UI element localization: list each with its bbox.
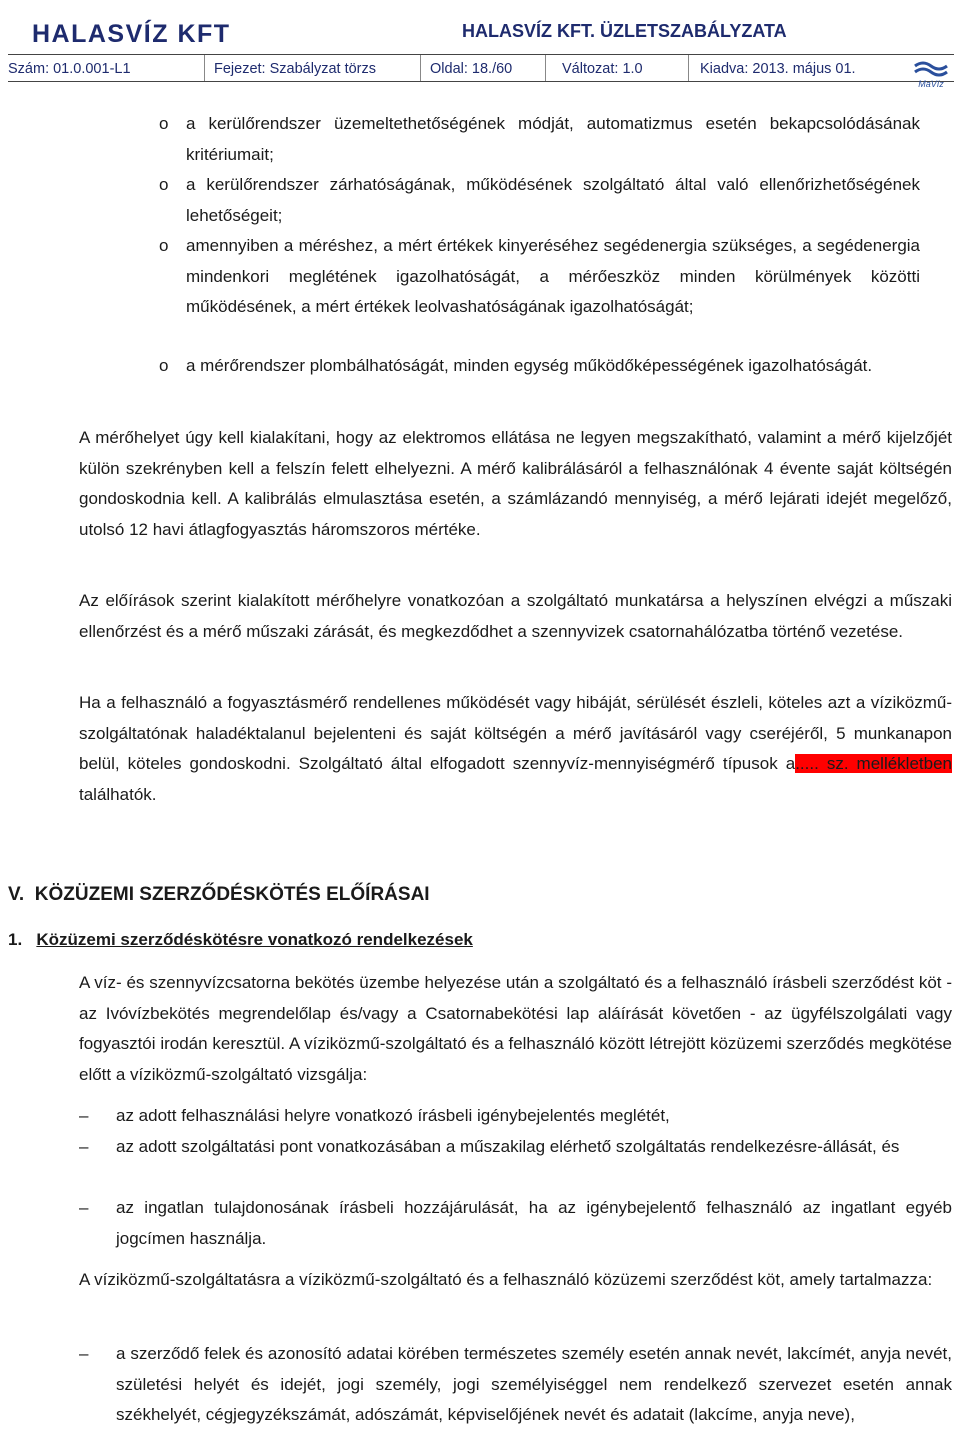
list-item: a kerülőrendszer üzemeltethetőségének módját, automatizmus esetén bekapcsolódásának kritériumait;: [186, 114, 920, 164]
chapter-label: Fejezet: Szabályzat törzs: [214, 61, 376, 77]
paragraph-text: találhatók.: [79, 784, 157, 804]
list-item: az adott felhasználási helyre vonatkozó írásbeli igénybejelentés meglétét,: [116, 1106, 670, 1125]
list-bullet: o: [159, 175, 169, 194]
section-heading: [8, 884, 430, 906]
list-dash: –: [79, 1198, 89, 1217]
list-item: amennyiben a méréshez, a mért értékek kinyeréséhez segédenergia szükséges, a segédenergia mindenkori meglétének igazolhatóságát, a mérőeszköz minden körülmények közötti működésének, a mért értékek leolvashatóságának igazolhatóságát;: [186, 236, 920, 316]
subsection-number: 1.: [8, 930, 23, 949]
company-name: HALASVÍZ KFT: [32, 20, 231, 48]
subsection-heading: [8, 930, 473, 950]
list-item: az ingatlan tulajdonosának írásbeli hozzájárulását, ha az igénybejelentő felhasználó az ingatlant egyéb jogcímen használja.: [116, 1198, 952, 1248]
paragraph: Az előírások szerint kialakított mérőhelyre vonatkozóan a szolgáltató munkatársa a helyszínen elvégzi a műszaki ellenőrzést és a mérő műszaki zárását, és megkezdődhet a szennyvizek csatornahálózatba történő vezetése.: [79, 591, 952, 641]
list-item: a szerződő felek és azonosító adatai körében természetes személy esetén annak nevét, lakcímét, anyja nevét, születési helyét és idejét, jogi személy, jogi személyiséggel nem rendelkező szervezet esetén annak székhelyét, cégjegyzékszámát, adószámát, képviselőjének nevét és adatait (lakcíme, anyja neve),: [116, 1344, 952, 1424]
divider: [420, 55, 421, 81]
paragraph-text: Ha a felhasználó a fogyasztásmérő rendellenes működését vagy hibáját, sérülését észleli, köteles azt a víziközmű-szolgáltatónak haladéktalanul bejelenteni és saját költségén a mérő javításáról vagy cseréjéről, 5 munkanapon belül, köteles gondoskodni. Szolgáltató által elfogadott szennyvíz-mennyiségmérő típusok a: [79, 693, 952, 773]
list-bullet: o: [159, 236, 169, 255]
paragraph: A víz- és szennyvízcsatorna bekötés üzembe helyezése után a szolgáltató és a felhasználó írásbeli szerződést köt - az Ivóvízbekötés megrendelőlap és/vagy a Csatornabekötési lap aláírását követően - az ügyfélszolgálati vagy fogyasztói irodán keresztül. A víziközmű-szolgáltató és a felhasználó között létrejött közüzemi szerződés megkötése előtt a víziközmű-szolgáltató vizsgálja:: [79, 973, 952, 1084]
highlighted-reference: ..... sz. mellékletben: [795, 754, 952, 773]
header-title-row: [8, 8, 954, 55]
version-label: Változat: 1.0: [562, 61, 643, 77]
list-item: az adott szolgáltatási pont vonatkozásában a műszakilag elérhető szolgáltatás rendelkezésre-állását, és: [116, 1137, 900, 1156]
logo-text: MaVíz: [918, 79, 944, 89]
list-dash: –: [79, 1106, 89, 1125]
document-title: HALASVÍZ KFT. ÜZLETSZABÁLYZATA: [462, 21, 787, 41]
page-header: [8, 8, 954, 89]
section-title: KÖZÜZEMI SZERZŐDÉSKÖTÉS ELŐÍRÁSAI: [34, 884, 430, 905]
paragraph: A mérőhelyet úgy kell kialakítani, hogy az elektromos ellátása ne legyen megszakítható, valamint a mérő kijelzőjét külön szekrényben kell a felszín felett elhelyezni. A mérő kalibrálásáról a felhasználónak 4 évente saját költségén gondoskodnia kell. A kalibrálás elmulasztása esetén, a számlázandó mennyiség, a mérő lejárati idejét megelőző, utolsó 12 havi átlagfogyasztás háromszoros mértéke.: [79, 428, 952, 539]
mavíz-logo-icon: [911, 58, 951, 90]
list-dash: –: [79, 1344, 89, 1363]
issue-date: Kiadva: 2013. május 01.: [700, 61, 856, 77]
list-dash: –: [79, 1137, 89, 1156]
list-bullet: o: [159, 356, 169, 375]
paragraph: A víziközmű-szolgáltatásra a víziközmű-szolgáltató és a felhasználó közüzemi szerződést köt, amely tartalmazza:: [79, 1270, 933, 1289]
divider: [688, 55, 689, 81]
section-number: V.: [8, 884, 25, 905]
list-bullet: o: [159, 114, 169, 133]
header-meta-row: [8, 55, 954, 82]
document-number: Szám: 01.0.001-L1: [8, 61, 131, 77]
list-item: a mérőrendszer plombálhatóságát, minden egység működőképességének igazolhatóságát.: [186, 356, 873, 375]
divider: [545, 55, 546, 81]
subsection-title: Közüzemi szerződéskötésre vonatkozó rendelkezések: [36, 930, 473, 949]
list-item: a kerülőrendszer zárhatóságának, működésének szolgáltató által való ellenőrizhetőségének lehetőségeit;: [186, 175, 920, 225]
divider: [204, 55, 205, 81]
page-number: Oldal: 18./60: [430, 61, 513, 77]
paragraph: [79, 688, 952, 810]
